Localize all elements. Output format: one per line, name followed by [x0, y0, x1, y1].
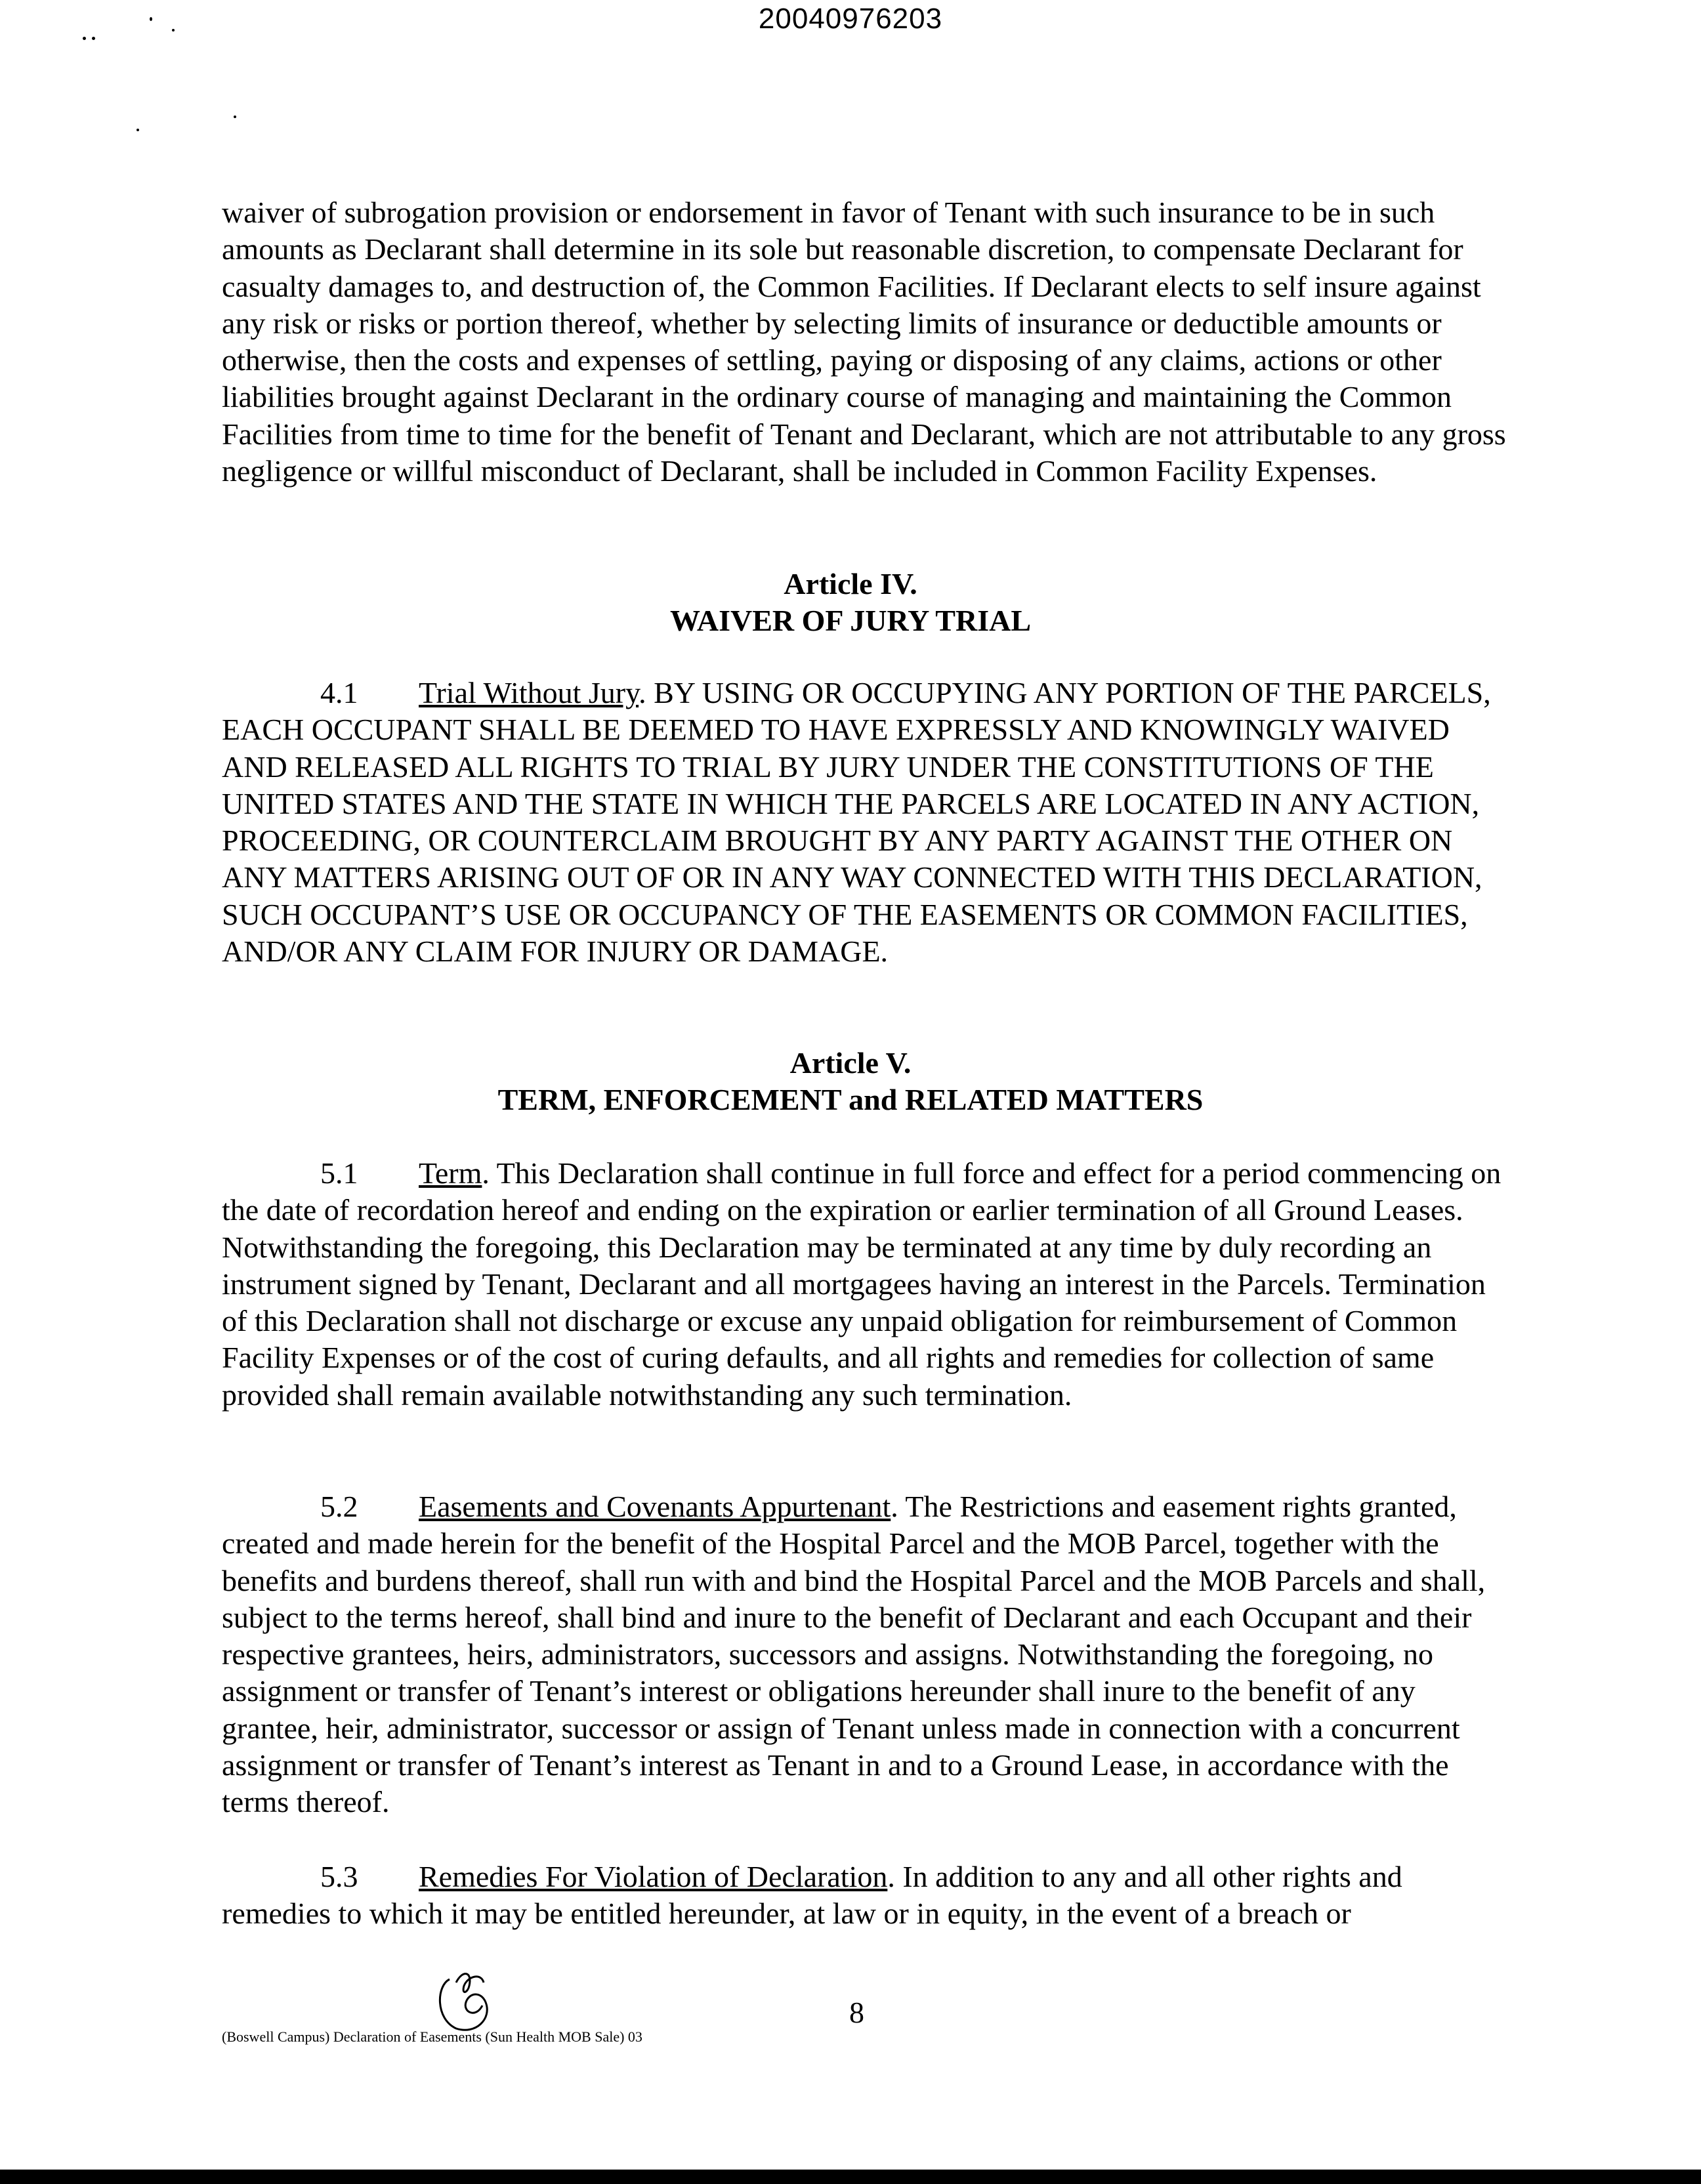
section-5-2-heading: Easements and Covenants Appurtenant [419, 1490, 891, 1523]
section-4-1 [222, 675, 1508, 970]
section-5-1-number: 5.1 [320, 1156, 358, 1190]
section-5-3-number: 5.3 [320, 1860, 358, 1893]
section-5-3-heading: Remedies For Violation of Declaration [419, 1860, 888, 1893]
section-5-3 [222, 1858, 1508, 1933]
footer-document-title: (Boswell Campus) Declaration of Easements (Sun Health MOB Sale) 03 [222, 2028, 642, 2045]
article-5-title: TERM, ENFORCEMENT and RELATED MATTERS [497, 1083, 1204, 1116]
section-5-1 [222, 1155, 1508, 1414]
scan-speck [83, 37, 86, 40]
scan-speck [92, 37, 95, 40]
section-5-2-text: . The Restrictions and easement rights granted, created and made herein for the benefit of the Hospital Parcel and the MOB Parcel, together with the benefits and burdens thereof, shall run with and bind the Hospital Parcel and the MOB Parcels and shall, subject to the terms hereof, shall bind and inure to the benefit of Declarant and each Occupant and their respective grantees, heirs, administrators, successors and assigns. Notwithstanding the foregoing, no assignment or transfer of Tenant’s interest or obligations hereunder shall inure to the benefit of any grantee, heir, administrator, successor or assign of Tenant unless made in connection with a concurrent assignment or transfer of Tenant’s interest as Tenant in and to a Ground Lease, in accordance with the terms thereof. [222, 1490, 1486, 1819]
scan-speck [234, 116, 236, 118]
section-4-1-heading: Trial Without Jury [419, 676, 639, 709]
document-id-stamp: 20040976203 [758, 3, 943, 35]
intro-paragraph: waiver of subrogation provision or endorsement in favor of Tenant with such insurance to be in such amounts as Declarant shall determine in its sole but reasonable discretion, to compensate Declarant for casualty damages to, and destruction of, the Common Facilities. If Declarant elects to self insure against any risk or risks or portion thereof, whether by selecting limits of insurance or deductible amounts or otherwise, then the costs and expenses of settling, paying or disposing of any claims, actions or other liabilities brought against Declarant in the ordinary course of managing and maintaining the Common Facilities from time to time for the benefit of Tenant and Declarant, which are not attributable to any gross negligence or willful misconduct of Declarant, shall be included in Common Facility Expenses. [222, 196, 1506, 488]
article-5-label: Article V. [789, 1046, 912, 1080]
scan-speck [172, 29, 175, 32]
section-5-1-text: . This Declaration shall continue in full force and effect for a period commencing on the date of recordation hereof and ending on the expiration or earlier termination of all Ground Leases. Notwithstanding the foregoing, this Declaration may be terminated at any time by duly recording an instrument signed by Tenant, Declarant and all mortgagees having an interest in the Parcels. Termination of this Declaration shall not discharge or excuse any unpaid obligation for reimbursement of Common Facility Expenses or of the cost of curing defaults, and all rights and remedies for collection of same provided shall remain available notwithstanding any such termination. [222, 1156, 1502, 1412]
section-5-3-text: . In addition to any and all other rights and remedies to which it may be entitled hereunder, at law or in equity, in the event of a breach or [222, 1860, 1402, 1931]
article-4-label: Article IV. [784, 567, 917, 600]
section-4-1-text: . BY USING OR OCCUPYING ANY PORTION OF THE PARCELS, EACH OCCUPANT SHALL BE DEEMED TO HAVE EXPRESSLY AND KNOWINGLY WAIVED AND RELEASED ALL RIGHTS TO TRIAL BY JURY UNDER THE CONSTITUTIONS OF THE UNITED STATES AND THE STATE IN WHICH THE PARCELS ARE LOCATED IN ANY ACTION, PROCEEDING, OR COUNTERCLAIM BROUGHT BY ANY PARTY AGAINST THE OTHER ON ANY MATTERS ARISING OUT OF OR IN ANY WAY CONNECTED WITH THIS DECLARATION, SUCH OCCUPANT’S USE OR OCCUPANCY OF THE EASEMENTS OR COMMON FACILITIES, AND/OR ANY CLAIM FOR INJURY OR DAMAGE. [222, 676, 1491, 969]
section-5-1-heading: Term [419, 1156, 482, 1190]
section-5-2 [222, 1488, 1508, 1821]
page-number: 8 [849, 1996, 864, 2029]
scan-speck [136, 129, 139, 131]
section-4-1-number: 4.1 [320, 676, 358, 709]
article-4-title: WAIVER OF JURY TRIAL [669, 604, 1032, 637]
section-5-2-number: 5.2 [320, 1490, 358, 1523]
scan-speck [150, 17, 152, 21]
scan-border [0, 2170, 1701, 2184]
